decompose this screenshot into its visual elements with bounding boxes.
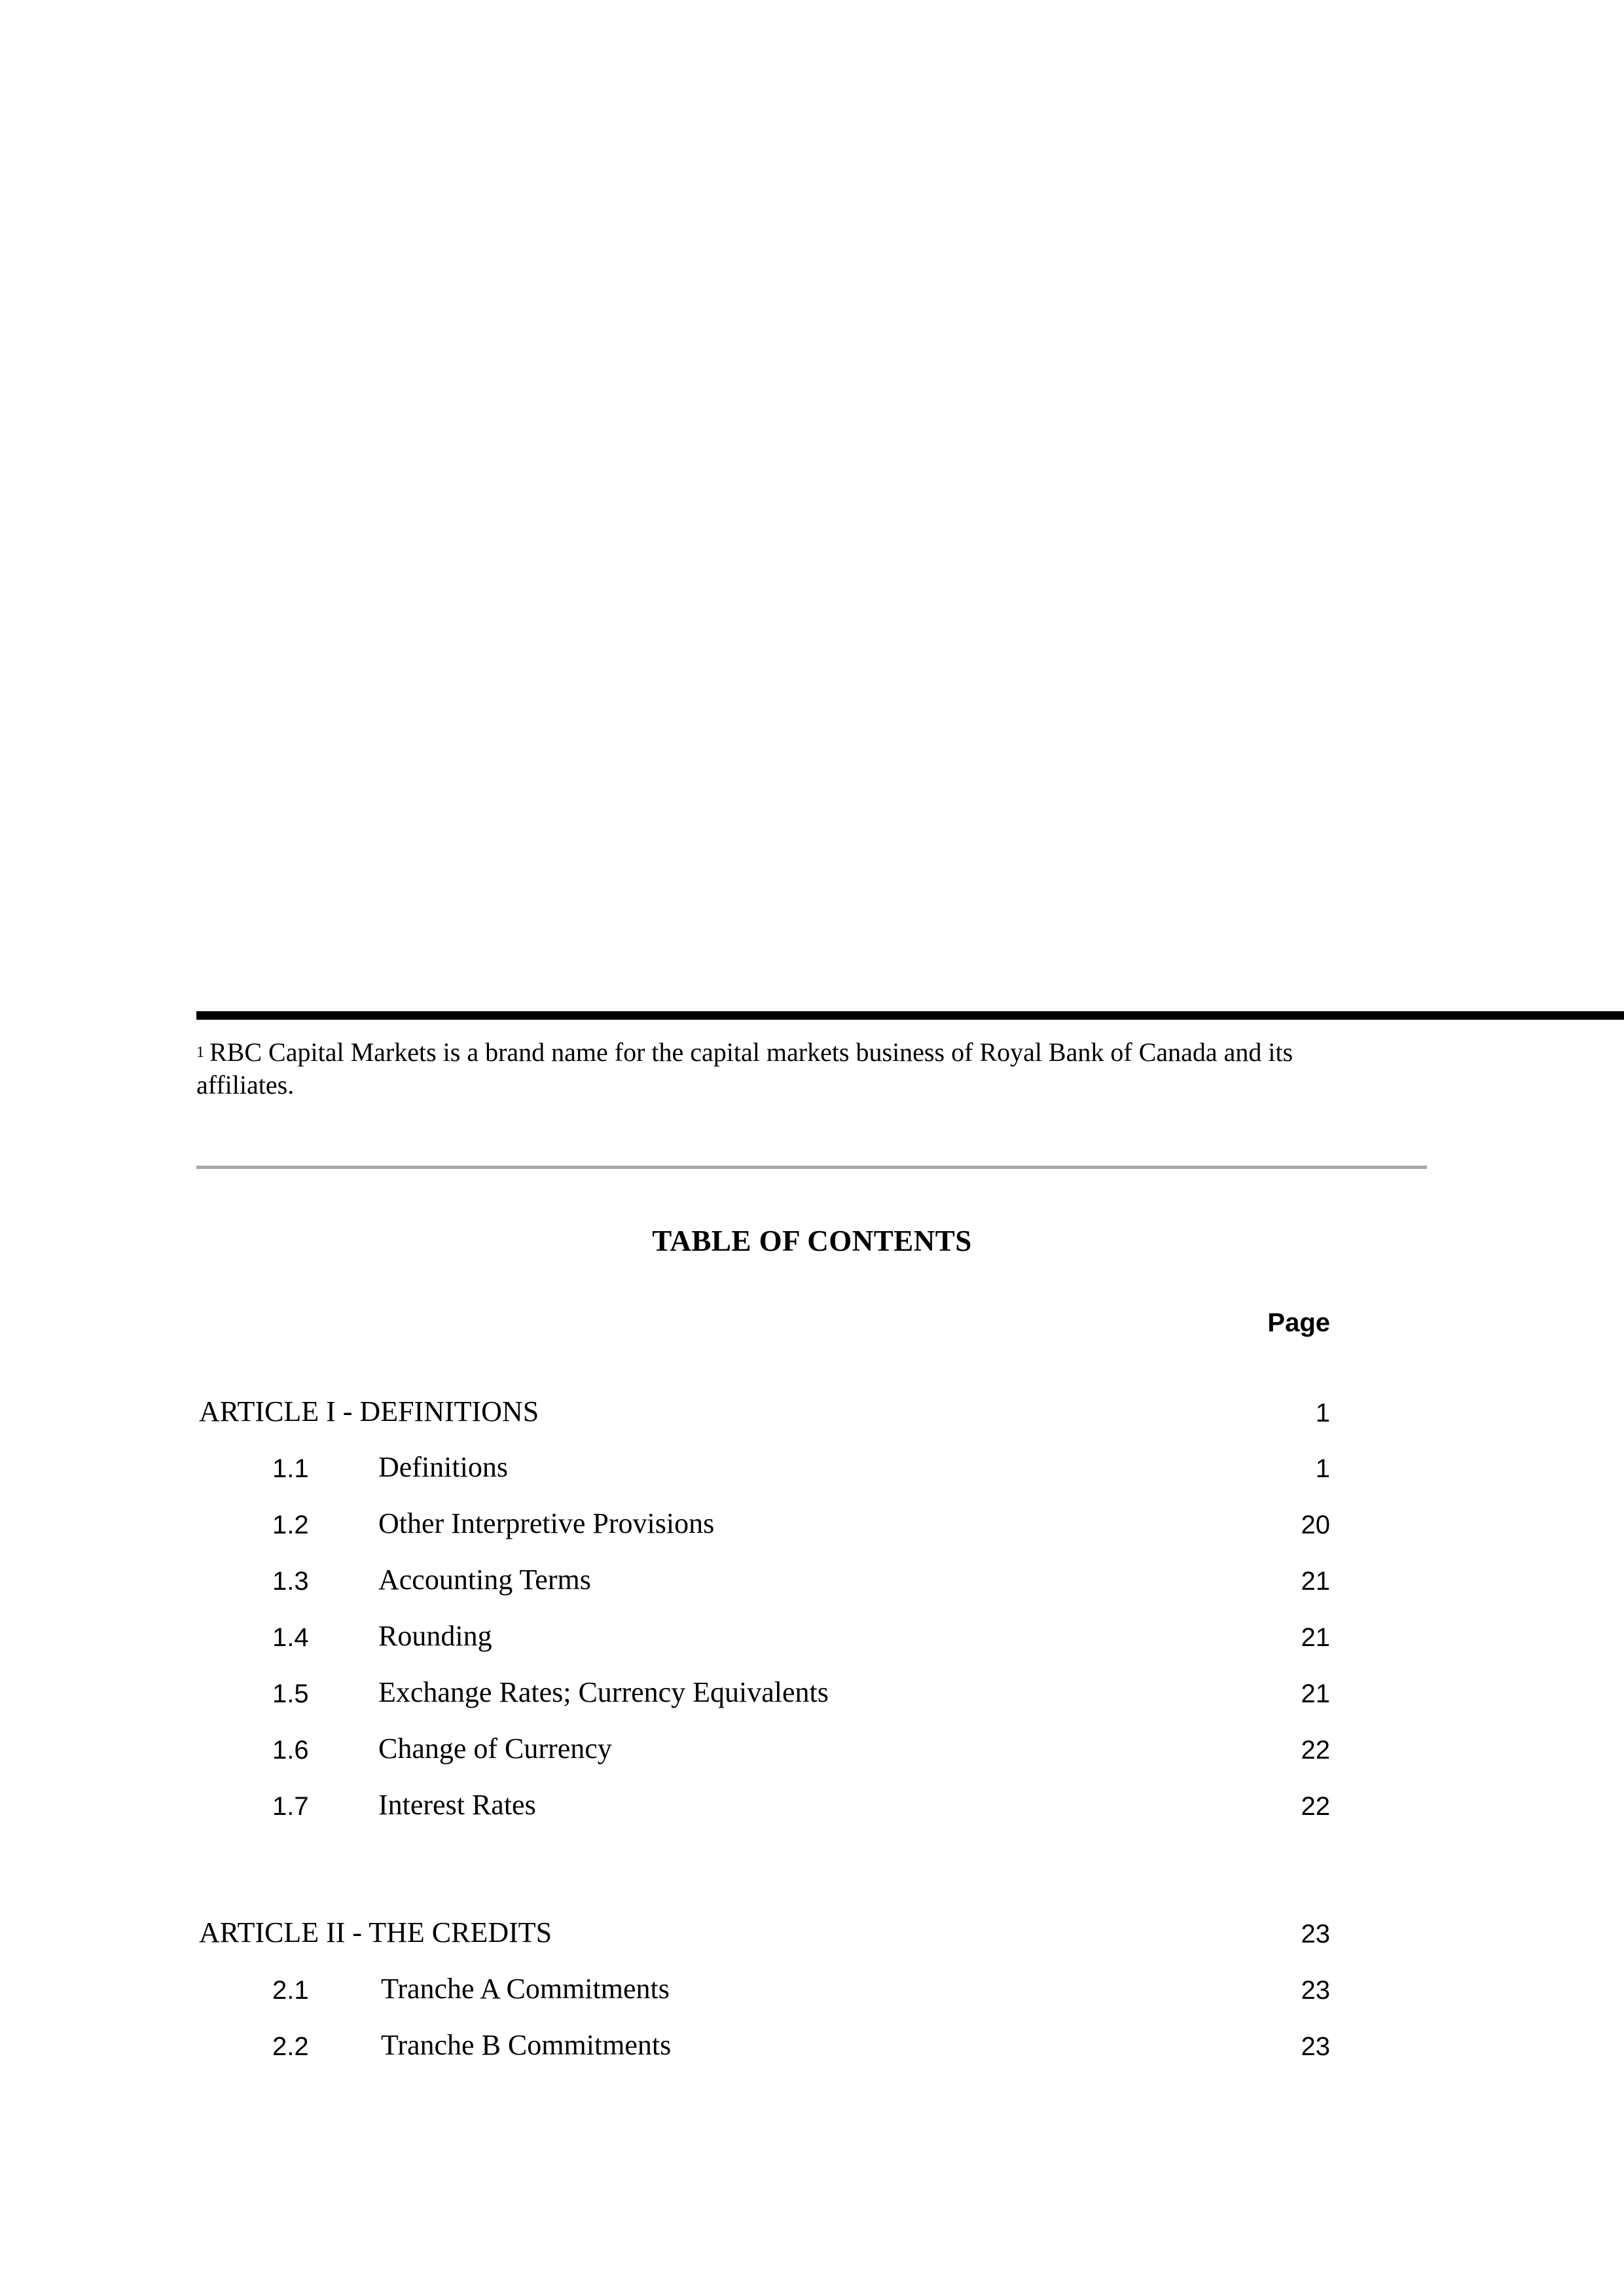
page-break-rule bbox=[196, 1166, 1427, 1169]
toc-section-number: 2.1 bbox=[272, 1976, 309, 2005]
toc-page-number: 23 bbox=[1301, 2032, 1330, 2061]
footnote bbox=[196, 1036, 1375, 1101]
toc-section-row[interactable] bbox=[0, 2027, 1624, 2066]
toc-section-row[interactable] bbox=[0, 1505, 1624, 1545]
toc-page-column-header: Page bbox=[1267, 1308, 1330, 1337]
toc-section-row[interactable] bbox=[0, 1731, 1624, 1770]
toc-article-title: ARTICLE II - THE CREDITS bbox=[199, 1916, 552, 1948]
toc-section-row[interactable] bbox=[0, 1971, 1624, 2010]
toc-section-number: 1.6 bbox=[272, 1736, 309, 1765]
toc-page-number: 23 bbox=[1301, 1920, 1330, 1948]
toc-section-title: Accounting Terms bbox=[378, 1564, 591, 1596]
toc-section-number: 1.5 bbox=[272, 1679, 309, 1708]
toc-section-number: 1.1 bbox=[272, 1454, 309, 1483]
footnote-separator-rule bbox=[196, 1011, 1624, 1020]
toc-article-row[interactable] bbox=[0, 1393, 1624, 1433]
toc-page-number: 22 bbox=[1301, 1736, 1330, 1765]
footnote-text: RBC Capital Markets is a brand name for the capital markets business of Royal Bank of Canada and its affiliates. bbox=[196, 1037, 1293, 1100]
toc-section-row[interactable] bbox=[0, 1618, 1624, 1657]
toc-section-number: 1.3 bbox=[272, 1567, 309, 1596]
toc-section-title: Tranche A Commitments bbox=[381, 1973, 670, 2005]
toc-section-number: 2.2 bbox=[272, 2032, 309, 2061]
toc-section-row[interactable] bbox=[0, 1562, 1624, 1601]
toc-page-number: 21 bbox=[1301, 1567, 1330, 1596]
toc-section-title: Rounding bbox=[378, 1620, 492, 1652]
toc-section-title: Exchange Rates; Currency Equivalents bbox=[378, 1676, 829, 1708]
toc-section-title: Tranche B Commitments bbox=[381, 2029, 672, 2061]
toc-page-number: 21 bbox=[1301, 1679, 1330, 1708]
toc-article-title: ARTICLE I - DEFINITIONS bbox=[199, 1395, 539, 1427]
toc-section-title: Interest Rates bbox=[378, 1789, 536, 1821]
toc-title: TABLE OF CONTENTS bbox=[652, 1225, 972, 1257]
toc-section-title: Other Interpretive Provisions bbox=[378, 1507, 715, 1539]
toc-section-title: Definitions bbox=[378, 1451, 508, 1483]
toc-section-number: 1.2 bbox=[272, 1511, 309, 1539]
toc-page-number: 22 bbox=[1301, 1792, 1330, 1821]
toc-page-number: 1 bbox=[1315, 1399, 1330, 1427]
toc-page-number: 21 bbox=[1301, 1623, 1330, 1652]
toc-page-number: 23 bbox=[1301, 1976, 1330, 2005]
toc-article-row[interactable] bbox=[0, 1914, 1624, 1954]
toc-section-number: 1.4 bbox=[272, 1623, 309, 1652]
toc-page-number: 1 bbox=[1315, 1454, 1330, 1483]
toc-section-row[interactable] bbox=[0, 1449, 1624, 1488]
toc-section-row[interactable] bbox=[0, 1787, 1624, 1826]
toc-section-row[interactable] bbox=[0, 1674, 1624, 1713]
toc-section-title: Change of Currency bbox=[378, 1732, 612, 1765]
toc-page-number: 20 bbox=[1301, 1511, 1330, 1539]
footnote-marker: 1 bbox=[196, 1044, 204, 1061]
toc-section-number: 1.7 bbox=[272, 1792, 309, 1821]
